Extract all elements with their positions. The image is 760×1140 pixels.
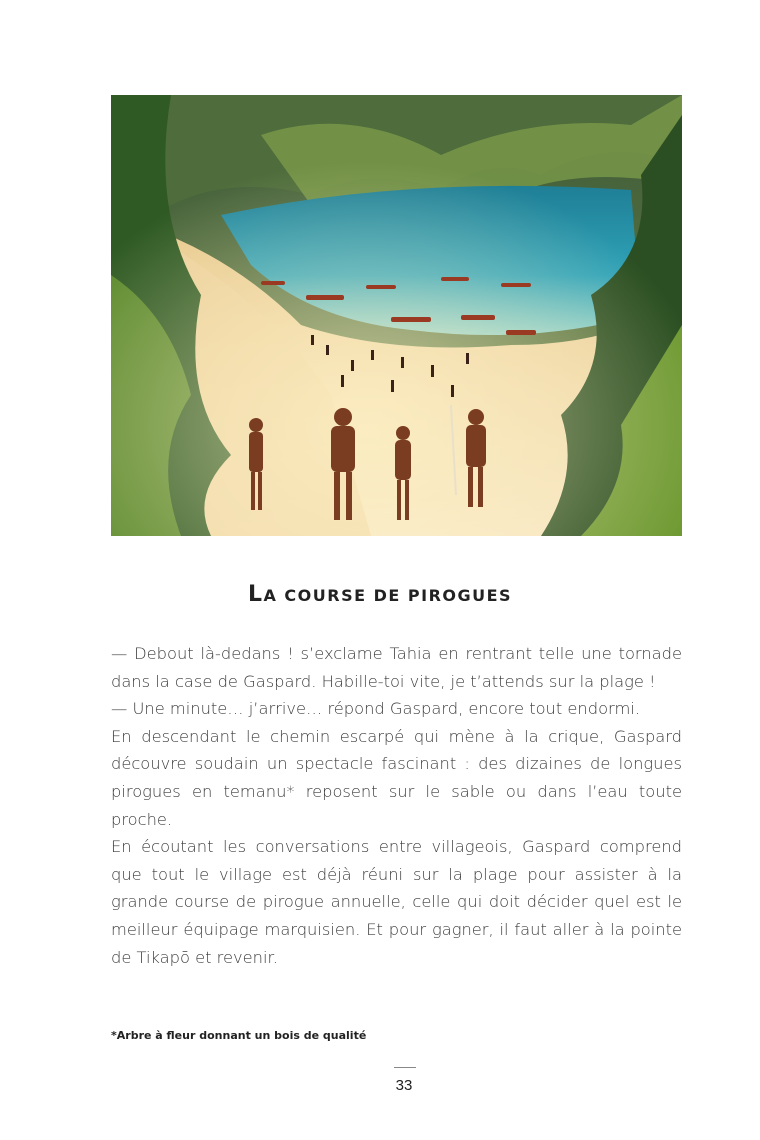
footer-rule <box>394 1067 416 1068</box>
paragraph-3: En descendant le chemin escarpé qui mène à la crique, Gaspard découvre soudain un spectacle fascinant : des dizaines de longues pirogues en temanu* reposent sur le sable ou dans l’eau toute proche. <box>111 726 682 829</box>
paragraph-4: En écoutant les conversations entre villageois, Gaspard comprend que tout le village est déjà réuni sur la plage pour assister à la grande course de pirogue annuelle, celle qui doit décider quel est le meilleur équipage marquisien. Et pour gagner, il faut aller à la pointe de Tikapō et revenir. <box>111 837 682 967</box>
footnote: *Arbre à fleur donnant un bois de qualité <box>111 1029 367 1042</box>
beach-illustration <box>111 95 682 536</box>
chapter-text <box>111 640 682 971</box>
paragraph-2: — Une minute… j’arrive… répond Gaspard, encore tout endormi. <box>111 699 641 719</box>
page-number: 33 <box>395 1077 413 1094</box>
chapter-title: LA COURSE DE PIROGUES <box>247 582 513 607</box>
paragraph-1: — Debout là-dedans ! s’exclame Tahia en rentrant telle une tornade dans la case de Gaspard. Habille-toi vite, je t’attends sur la plage ! <box>111 644 682 691</box>
